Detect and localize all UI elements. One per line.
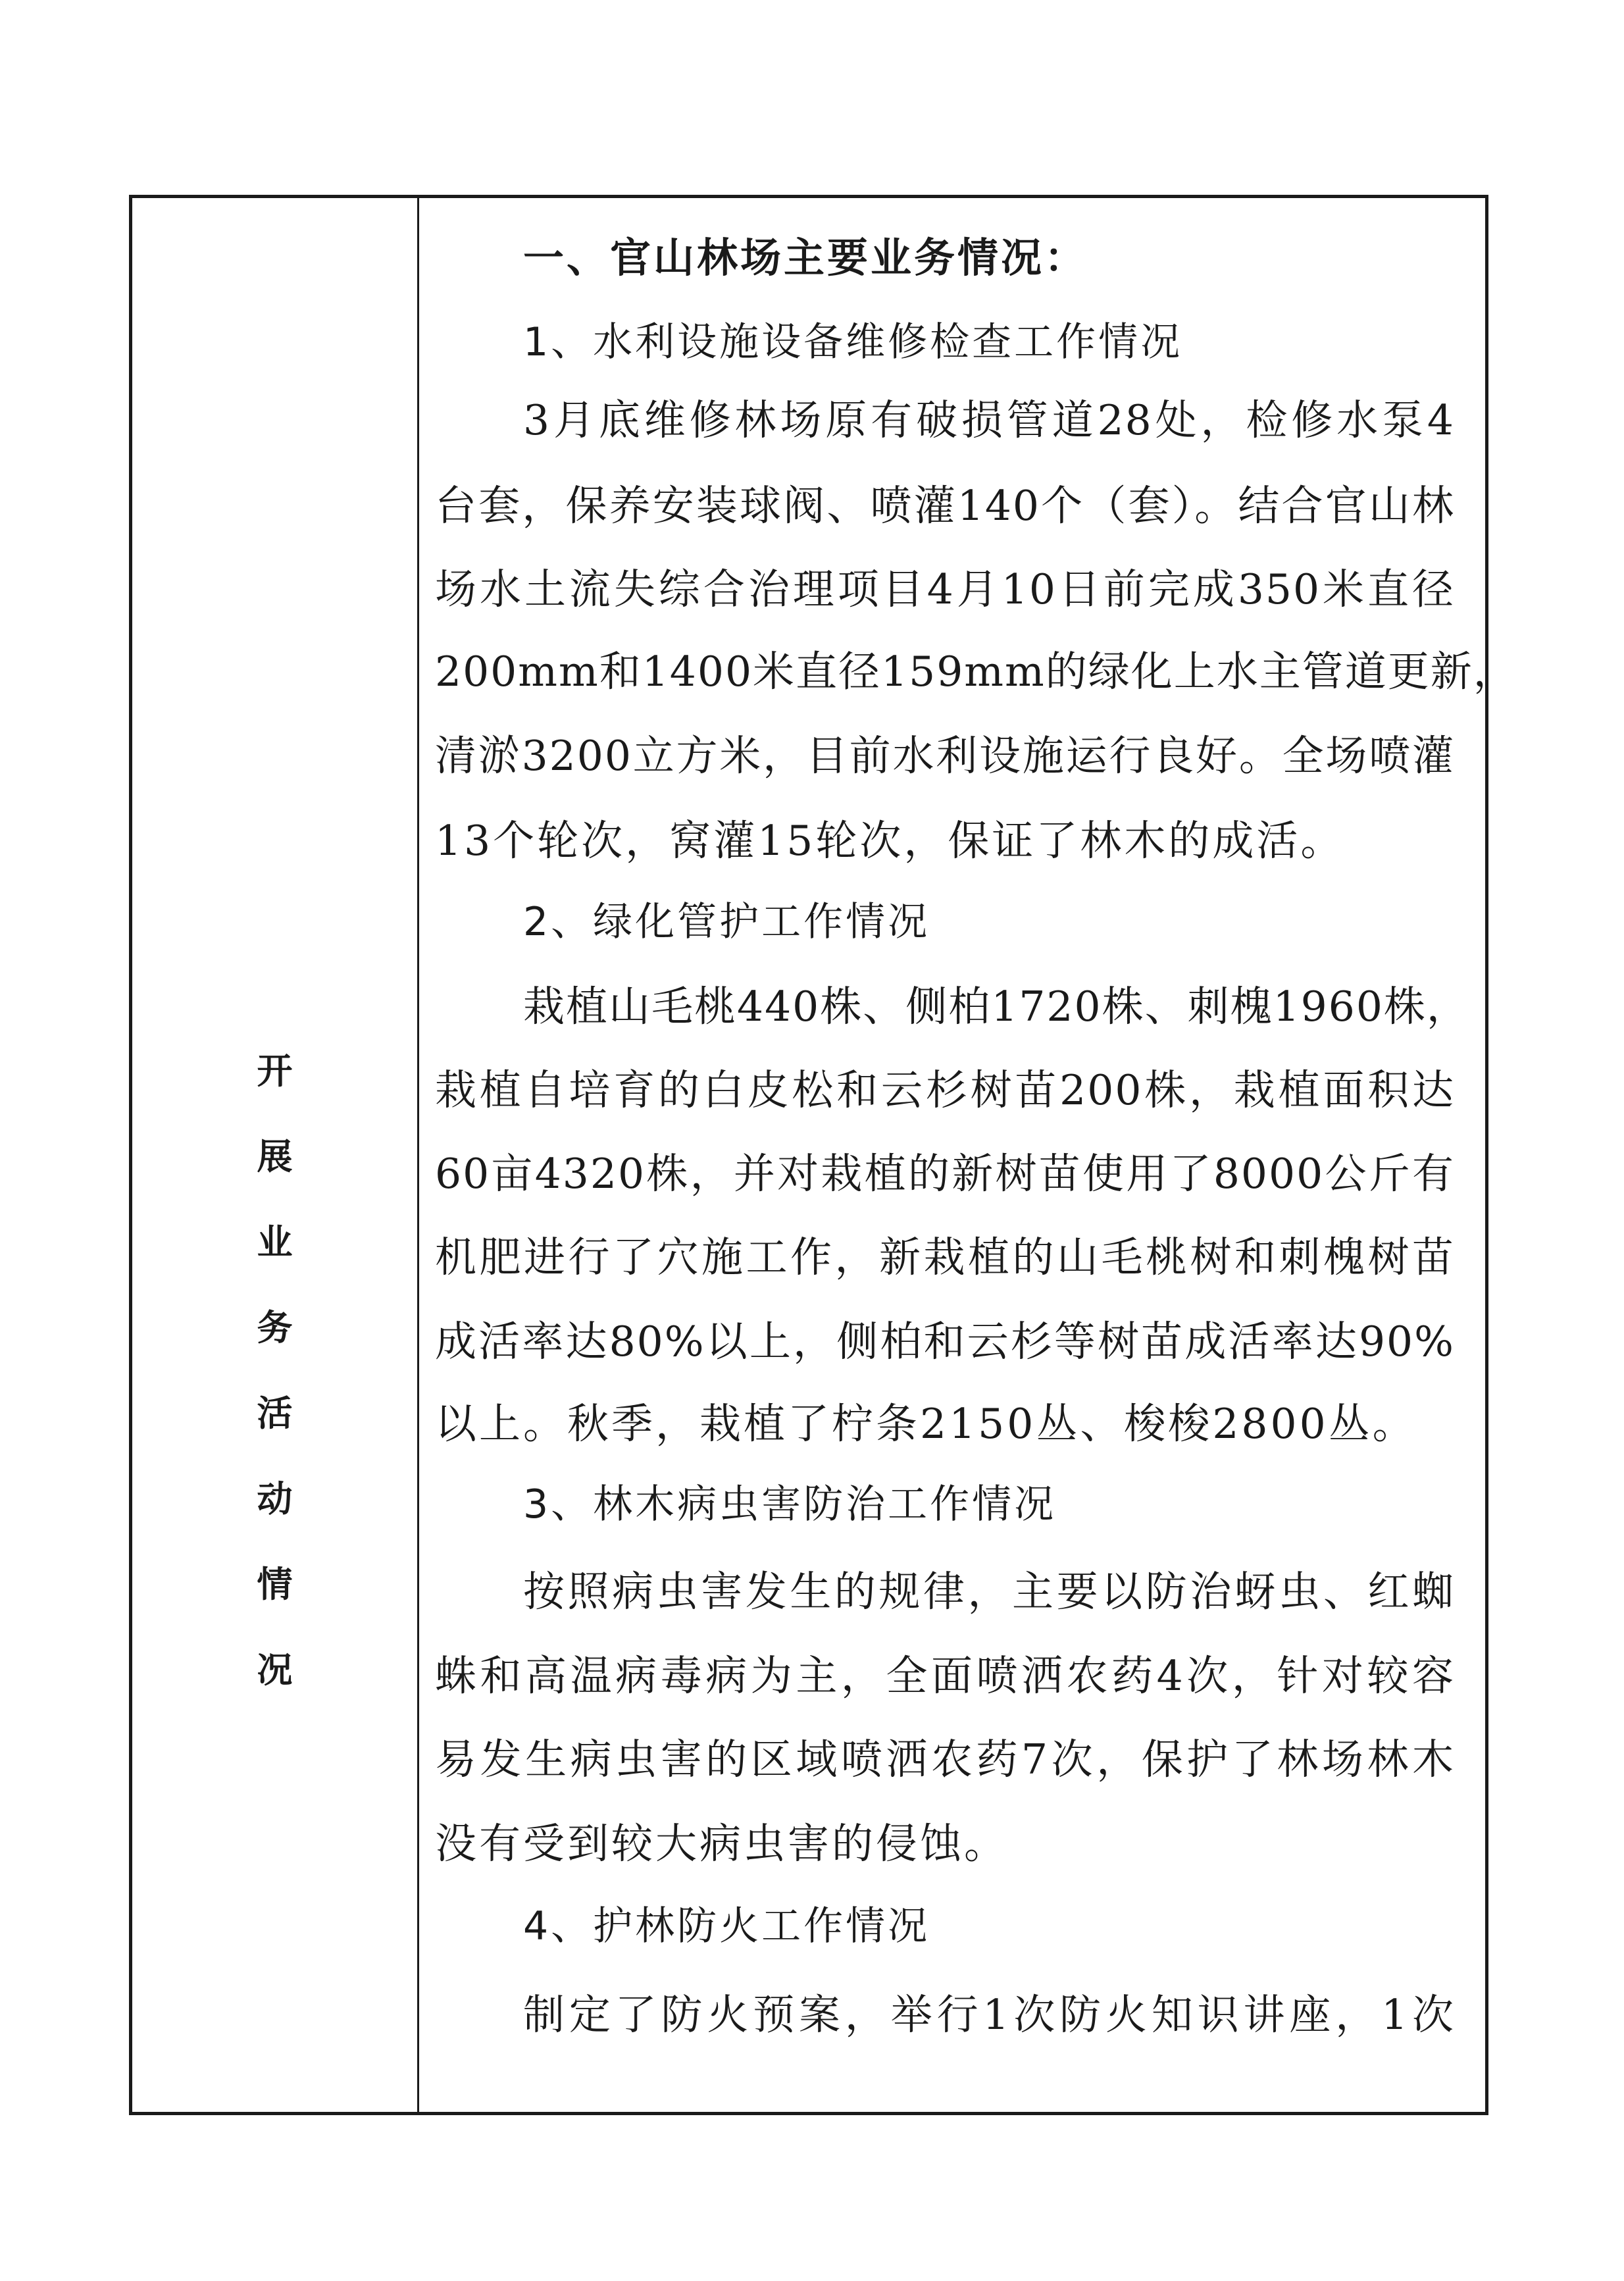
paragraph-line: 200mm和1400米直径159mm的绿化上水主管道更新， xyxy=(435,648,1516,696)
paragraph-line: 按照病虫害发生的规律，主要以防治蚜虫、红蜘 xyxy=(523,1568,1455,1616)
paragraph-line: 13个轮次，窝灌15轮次，保证了林木的成活。 xyxy=(435,817,1345,865)
main-heading: 一、官山林场主要业务情况： xyxy=(523,234,1088,282)
paragraph-line: 场水土流失综合治理项目4月10日前完成350米直径 xyxy=(435,565,1455,613)
label-char: 务 xyxy=(257,1307,293,1348)
section-title: 3、林木病虫害防治工作情况 xyxy=(523,1481,1057,1527)
activity-table xyxy=(129,195,1516,2115)
paragraph-line: 台套，保养安装球阀、喷灌140个（套）。结合官山林 xyxy=(435,482,1455,530)
paragraph-line: 60亩4320株，并对栽植的新树苗使用了8000公斤有 xyxy=(435,1150,1455,1198)
row-label xyxy=(132,1029,417,1713)
section-title: 2、绿化管护工作情况 xyxy=(523,899,930,945)
paragraph-line: 3月底维修林场原有破损管道28处，检修水泵4 xyxy=(523,396,1455,444)
label-char: 活 xyxy=(257,1393,293,1434)
label-char: 动 xyxy=(257,1478,293,1520)
paragraph-line: 成活率达80%以上，侧柏和云杉等树苗成活率达90% xyxy=(435,1318,1455,1366)
paragraph-line: 制定了防火预案，举行1次防火知识讲座，1次 xyxy=(523,1991,1455,2039)
label-cell xyxy=(132,198,419,2112)
section-title: 1、水利设施设备维修检查工作情况 xyxy=(523,319,1183,365)
paragraph-line: 机肥进行了穴施工作，新栽植的山毛桃树和刺槐树苗 xyxy=(435,1233,1455,1281)
paragraph-line: 易发生病虫害的区域喷洒农药7次，保护了林场林木 xyxy=(435,1735,1455,1783)
label-char: 开 xyxy=(257,1050,293,1092)
paragraph-line: 清淤3200立方米，目前水利设施运行良好。全场喷灌 xyxy=(435,732,1455,780)
label-char: 况 xyxy=(257,1649,293,1691)
paragraph-line: 栽植自培育的白皮松和云杉树苗200株，栽植面积达 xyxy=(435,1066,1455,1114)
label-char: 展 xyxy=(257,1136,293,1177)
paragraph-line: 栽植山毛桃440株、侧柏1720株、刺槐1960株， xyxy=(523,983,1469,1031)
section-title: 4、护林防火工作情况 xyxy=(523,1903,930,1949)
paragraph-line: 蛛和高温病毒病为主，全面喷洒农药4次，针对较容 xyxy=(435,1652,1455,1700)
content-cell xyxy=(419,198,1516,2112)
label-char: 业 xyxy=(257,1221,293,1263)
label-char: 情 xyxy=(257,1564,293,1605)
paragraph-line: 以上。秋季，栽植了柠条2150丛、梭梭2800丛。 xyxy=(435,1400,1417,1448)
paragraph-line: 没有受到较大病虫害的侵蚀。 xyxy=(435,1820,1008,1868)
